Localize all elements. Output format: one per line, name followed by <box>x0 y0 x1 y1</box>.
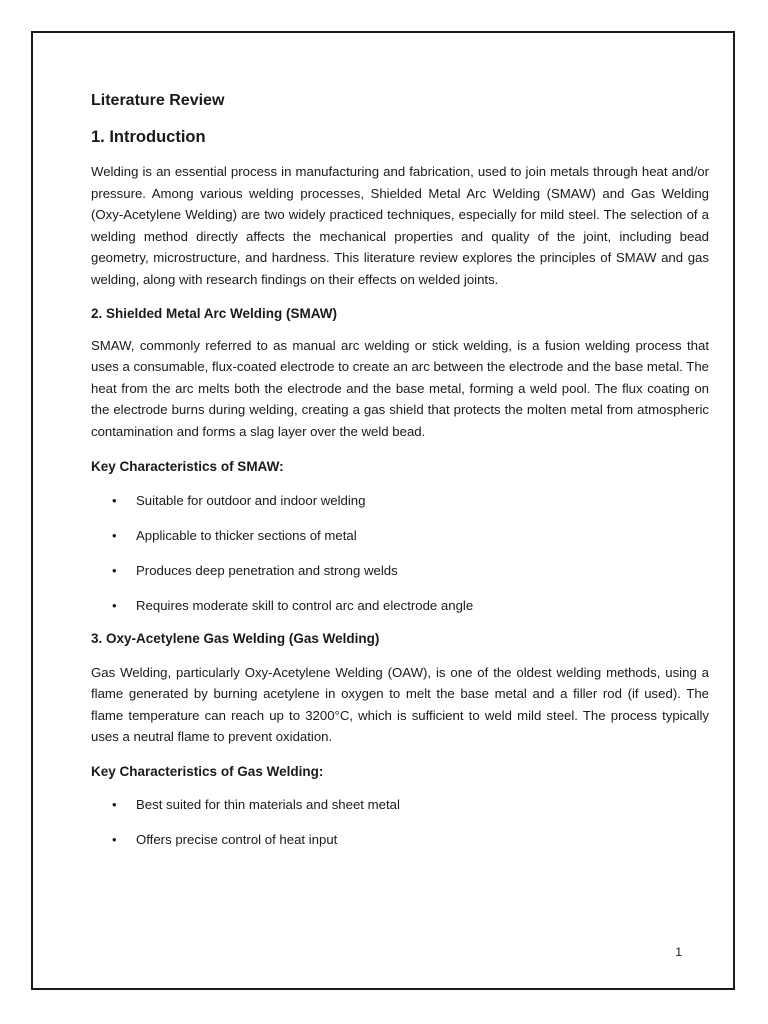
document-content <box>91 91 709 849</box>
bullet-icon: • <box>112 831 117 847</box>
bullet-icon: • <box>112 527 117 543</box>
gas-welding-heading: 3. Oxy-Acetylene Gas Welding (Gas Welding) <box>91 630 380 646</box>
list-item-text: Requires moderate skill to control arc and electrode angle <box>136 597 474 613</box>
page-number: 1 <box>675 945 682 959</box>
list-item-text: Best suited for thin materials and sheet metal <box>136 796 400 812</box>
gas-welding-characteristics-list <box>91 796 709 849</box>
list-item-text: Suitable for outdoor and indoor welding <box>136 492 366 508</box>
gas-welding-characteristics-heading: Key Characteristics of Gas Welding: <box>91 763 324 779</box>
smaw-characteristics-list <box>91 492 709 615</box>
list-item-text: Applicable to thicker sections of metal <box>136 527 357 543</box>
list-item <box>91 527 709 545</box>
bullet-icon: • <box>112 597 117 613</box>
list-item-text: Offers precise control of heat input <box>136 831 338 847</box>
bullet-icon: • <box>112 492 117 508</box>
smaw-paragraph: SMAW, commonly referred to as manual arc welding or stick welding, is a fusion welding process that uses a consumable, flux-coated electrode to create an arc between the electrode and the base metal. The heat from the arc melts both the electrode and the base metal, forming a weld pool. The flux coating on the electrode burns during welding, creating a gas shield that protects the molten metal from atmospheric contamination and forms a slag layer over the weld bead. <box>91 337 709 439</box>
bullet-icon: • <box>112 562 117 578</box>
smaw-heading: 2. Shielded Metal Arc Welding (SMAW) <box>91 305 338 321</box>
list-item <box>91 562 709 580</box>
smaw-characteristics-heading: Key Characteristics of SMAW: <box>91 458 284 474</box>
list-item <box>91 492 709 510</box>
document-page <box>31 31 735 990</box>
list-item <box>91 831 709 849</box>
document-title: Literature Review <box>91 92 225 109</box>
list-item <box>91 796 709 814</box>
bullet-icon: • <box>112 796 117 812</box>
introduction-paragraph: Welding is an essential process in manufacturing and fabrication, used to join metals through heat and/or pressure. Among various welding processes, Shielded Metal Arc Welding (SMAW) and Gas Welding (Oxy-Acetylene Welding) are two widely practiced techniques, especially for mild steel. The selection of a welding method directly affects the mechanical properties and quality of the joint, including bead geometry, microstructure, and hardness. This literature review explores the principles of SMAW and gas welding, along with research findings on their effects on welded joints. <box>91 164 709 287</box>
introduction-heading: 1. Introduction <box>91 128 206 146</box>
gas-welding-paragraph: Gas Welding, particularly Oxy-Acetylene Welding (OAW), is one of the oldest welding methods, using a flame generated by burning acetylene in oxygen to melt the base metal and a filler rod (if used). The flame temperature can reach up to 3200°C, which is sufficient to weld mild steel. The process typically uses a neutral flame to prevent oxidation. <box>91 664 709 745</box>
list-item <box>91 597 709 615</box>
list-item-text: Produces deep penetration and strong welds <box>136 562 398 578</box>
